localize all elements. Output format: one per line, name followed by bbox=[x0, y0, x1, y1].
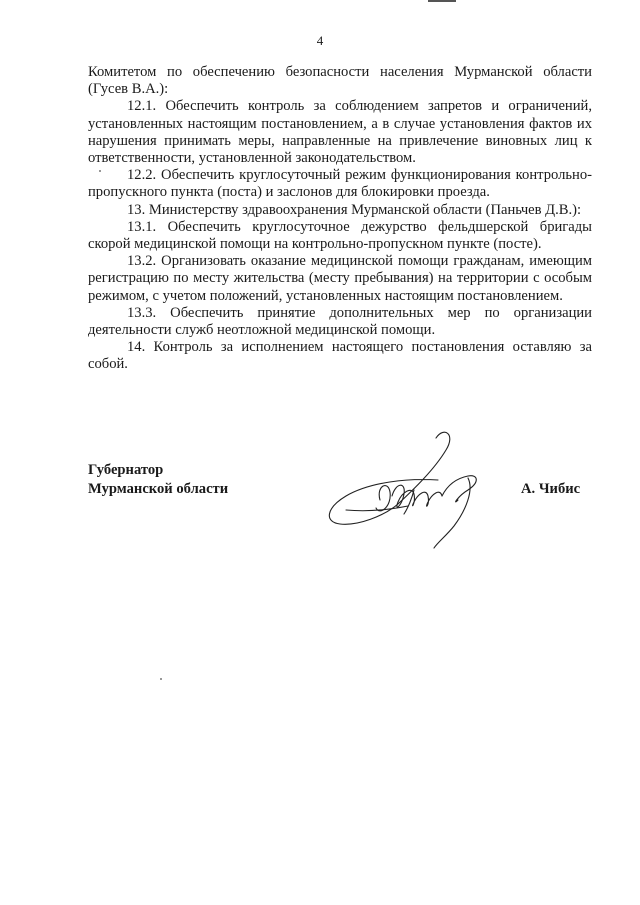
paragraph-13-2: 13.2. Организовать оказание медицинской помощи гражданам, имеющим регистрацию по месту жительства (месту пребывания) на территории с особым режимом, с учетом положений, установленных настоящим постановлением. bbox=[88, 253, 592, 304]
paragraph-committee: Комитетом по обеспечению безопасности населения Мурманской области (Гусев В.А.): bbox=[88, 64, 592, 98]
paragraph-14: 14. Контроль за исполнением настоящего постановления оставляю за собой. bbox=[88, 339, 592, 373]
paragraph-13-1: 13.1. Обеспечить круглосуточное дежурство фельдшерской бригады скорой медицинской помощи на контрольно-пропускном пункте (посте). bbox=[88, 218, 592, 253]
paragraph-12-1: 12.1. Обеспечить контроль за соблюдением запретов и ограничений, установленных настоящим постановлением, а в случае установления фактов их нарушения принимать меры, направленные на привлечение виновных лиц к ответственности, установленной законодательством. bbox=[88, 98, 592, 167]
document-body bbox=[88, 64, 592, 374]
signatory-title-line2: Мурманской области bbox=[88, 481, 229, 497]
paragraph-13-3: 13.3. Обеспечить принятие дополнительных мер по организации деятельности служб неотложной медицинской помощи. bbox=[88, 304, 592, 339]
signatory-title-line1: Губернатор bbox=[88, 462, 164, 478]
paragraph-13: 13. Министерству здравоохранения Мурманской области (Паньчев Д.В.): bbox=[127, 201, 582, 218]
handwritten-signature bbox=[318, 420, 498, 550]
paragraph-12-2: 12.2. Обеспечить круглосуточный режим функционирования контрольно-пропускного пункта (поста) и заслонов для блокировки проезда. bbox=[88, 167, 592, 201]
signatory-name: А. Чибис bbox=[521, 481, 581, 497]
page-number: 4 bbox=[316, 33, 324, 48]
scan-speck bbox=[160, 678, 162, 680]
top-edge-mark bbox=[428, 0, 456, 2]
scan-speck bbox=[99, 170, 101, 172]
signatory-title bbox=[88, 461, 228, 499]
